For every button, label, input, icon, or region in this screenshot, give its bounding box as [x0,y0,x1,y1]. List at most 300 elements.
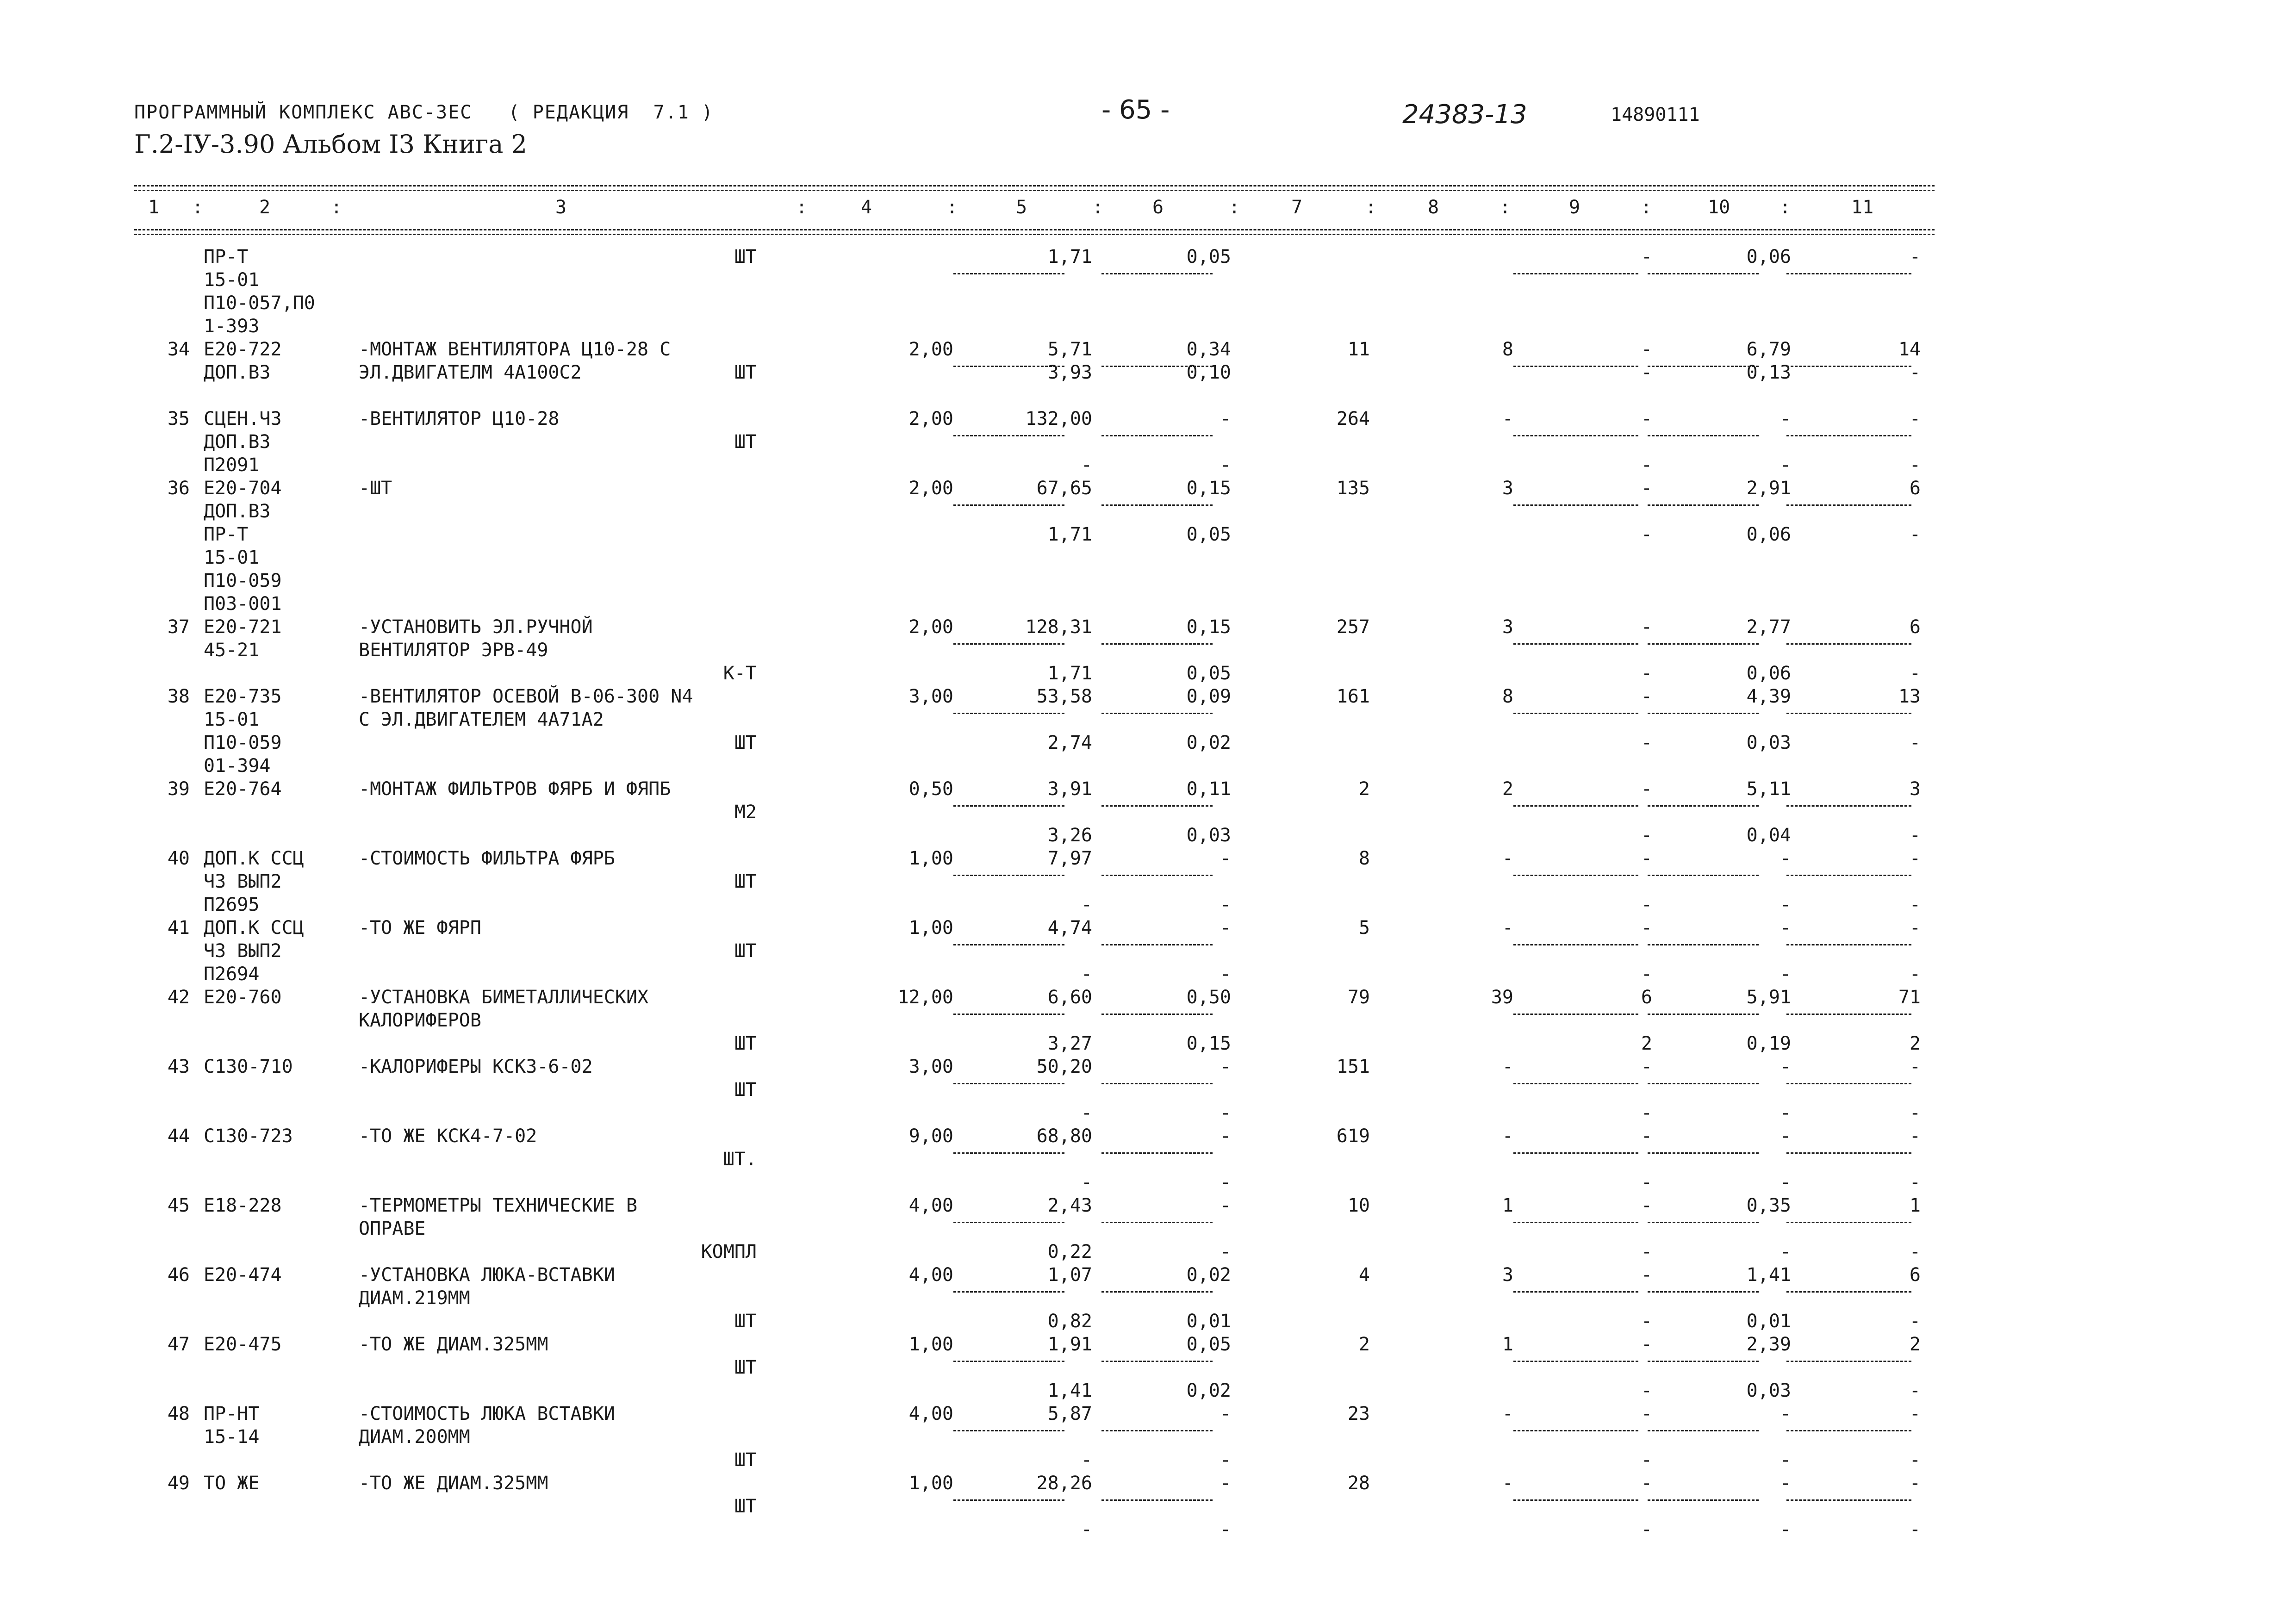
document-number: 24383-13 [1402,99,1527,130]
cell-c5: 4,74 - [1047,917,1092,985]
cell-c9: - - [1641,339,1652,383]
cell-desc: -ТО ЖЕ ДИАМ.325ММ [359,1473,548,1494]
cell-n: 37 [167,616,190,638]
cell-c8: - [1502,917,1513,939]
table-row [0,1333,2296,1402]
cell-c11: 14 - [1898,339,1921,383]
cell-c5: 3,91 3,26 [1047,778,1092,846]
cell-c7: 135 [1336,478,1370,499]
cell-underline [1786,1014,1911,1015]
cell-underline [1648,875,1759,876]
cell-underline [1648,366,1759,367]
cell-code: ТО ЖЕ [204,1473,260,1494]
column-separator: : [192,197,204,218]
cell-unit: ШТ [734,1449,757,1471]
cell-code: ПР-Т 15-01 П10-057,П0 1-393 [204,246,315,337]
cell-c10: - - [1780,1403,1791,1471]
cell-c9: - - [1641,1056,1652,1124]
cell-c7: 28 [1347,1473,1370,1494]
column-separator: : [1229,197,1240,218]
cell-c11: 1 - [1909,1195,1921,1262]
cell-c11: 3 - [1909,778,1921,846]
column-separator: : [946,197,958,218]
cell-c7: 2 [1358,778,1370,800]
cell-c7: 8 [1358,848,1370,869]
cell-n: 47 [167,1334,190,1355]
cell-c9: - - [1641,778,1652,846]
cell-c11: - - [1909,1126,1921,1193]
cell-c8: 8 [1502,686,1513,707]
cell-c8: 8 [1502,339,1513,360]
cell-c4: 1,00 [908,917,953,939]
column-number-3: 3 [555,197,567,218]
cell-unit: ШТ [734,732,757,753]
cell-c4: 9,00 [908,1126,953,1147]
table-row [0,777,2296,847]
cell-underline [1786,435,1911,436]
cell-c4: 4,00 [908,1195,953,1216]
cell-code: С130-723 [204,1126,293,1147]
cell-underline [953,1152,1064,1154]
cell-c9: - - [1641,1126,1652,1193]
table-row [0,1263,2296,1333]
cell-c10: - - [1780,917,1791,985]
column-separator: : [1365,197,1377,218]
cell-c6: - - [1220,408,1231,476]
cell-c10: 1,41 0,01 [1746,1264,1791,1332]
cell-code: Е20-722 ДОП.В3 [204,339,282,383]
cell-c6: 0,09 0,02 [1186,686,1231,753]
column-number-5: 5 [1016,197,1027,218]
cell-c10: 4,39 0,03 [1746,686,1791,753]
cell-c5: 7,97 - [1047,848,1092,915]
cell-underline [1648,805,1759,807]
cell-c8: 1 [1502,1195,1513,1216]
cell-underline [953,1014,1064,1015]
cell-underline [1786,944,1911,945]
cell-n: 43 [167,1056,190,1077]
column-separator: : [331,197,342,218]
cell-c10: 5,11 0,04 [1746,778,1791,846]
table-row [0,1125,2296,1194]
cell-code: ПР-НТ 15-14 [204,1403,260,1448]
cell-desc: -ШТ [359,478,392,499]
cell-n: 46 [167,1264,190,1286]
cell-c4: 2,00 [908,408,953,429]
cell-c11: - - [1909,1056,1921,1124]
album-title: Г.2-IУ-3.90 Альбом I3 Книга 2 [134,130,527,159]
cell-desc: -УСТАНОВИТЬ ЭЛ.РУЧНОЙ ВЕНТИЛЯТОР ЭРВ-49 [359,616,593,661]
table-row [0,477,2296,615]
cell-unit: ШТ [734,871,757,892]
cell-underline [953,1361,1064,1362]
cell-code: Е20-735 15-01 П10-059 01-394 [204,686,282,777]
table-row [0,245,2296,337]
cell-n: 38 [167,686,190,707]
cell-underline [1101,1291,1213,1293]
cell-unit: М2 [734,802,757,823]
cell-c5: 1,07 0,82 [1047,1264,1092,1332]
cell-c4: 3,00 [908,1056,953,1077]
cell-c7: 79 [1347,987,1370,1008]
cell-c10: 2,39 0,03 [1746,1334,1791,1401]
cell-c7: 10 [1347,1195,1370,1216]
column-number-1: 1 [148,197,160,218]
cell-c7: 23 [1347,1403,1370,1424]
cell-code: ДОП.К ССЦ Ч3 ВЫП2 П2694 [204,917,304,985]
cell-underline [1648,1361,1759,1362]
cell-c4: 1,00 [908,1334,953,1355]
cell-underline [1786,1499,1911,1501]
cell-c7: 161 [1336,686,1370,707]
cell-underline [1786,875,1911,876]
cell-underline [1648,944,1759,945]
cell-code: Е20-764 [204,778,282,800]
cell-underline [1101,1014,1213,1015]
cell-underline [953,1499,1064,1501]
cell-c11: 2 - [1909,1334,1921,1401]
cell-desc: -МОНТАЖ ФИЛЬТРОВ ФЯРБ И ФЯПБ [359,778,671,800]
cell-c5: 53,58 2,74 [1036,686,1092,753]
cell-c8: 2 [1502,778,1513,800]
cell-underline [1513,713,1638,714]
cell-desc: -КАЛОРИФЕРЫ КСК3-6-02 [359,1056,593,1077]
cell-c9: 6 2 [1641,987,1652,1054]
cell-desc: -ТО ЖЕ КСК4-7-02 [359,1126,537,1147]
cell-desc: -МОНТАЖ ВЕНТИЛЯТОРА Ц10-28 С ЭЛ.ДВИГАТЕЛМ 4А100С2 [359,339,671,383]
column-number-7: 7 [1291,197,1303,218]
cell-c11: - - [1909,848,1921,915]
cell-c8: - [1502,1473,1513,1494]
cell-underline [1648,643,1759,645]
cell-c9: - - [1641,1334,1652,1401]
cell-n: 45 [167,1195,190,1216]
cell-underline [1648,1014,1759,1015]
cell-c7: 264 [1336,408,1370,429]
cell-underline [1786,805,1911,807]
cell-n: 39 [167,778,190,800]
cell-desc: -ВЕНТИЛЯТОР ОСЕВОЙ В-06-300 N4 С ЭЛ.ДВИГАТЕЛЕМ 4А71А2 [359,686,693,730]
cell-underline [1648,435,1759,436]
cell-underline [1101,1083,1213,1084]
cell-c11: 71 2 [1898,987,1921,1054]
cell-c7: 151 [1336,1056,1370,1077]
cell-c10: 2,77 0,06 [1746,616,1791,684]
cell-code: Е20-475 [204,1334,282,1355]
cell-underline [1101,875,1213,876]
table-top-rule [134,185,1935,187]
cell-c5: 1,71 [1047,246,1092,267]
column-separator: : [1500,197,1511,218]
table-row [0,616,2296,685]
table-row [0,1402,2296,1472]
table-row [0,1055,2296,1125]
cell-c8: 3 [1502,1264,1513,1286]
cell-c9: - - [1641,686,1652,753]
cell-underline [1786,1083,1911,1084]
cell-underline [1101,273,1213,274]
cell-underline [1786,713,1911,714]
table-row [0,338,2296,407]
cell-unit: ШТ [734,362,757,383]
cell-c8: - [1502,1056,1513,1077]
cell-code: Е20-474 [204,1264,282,1286]
cell-c7: 619 [1336,1126,1370,1147]
cell-c4: 4,00 [908,1264,953,1286]
cell-underline [1648,1152,1759,1154]
cell-underline [1101,504,1213,506]
cell-underline [1786,504,1911,506]
cell-c6: 0,50 0,15 [1186,987,1231,1054]
cell-c10: - - [1780,1056,1791,1124]
cell-code: Е18-228 [204,1195,282,1216]
cell-c7: 5 [1358,917,1370,939]
cell-underline [953,504,1064,506]
cell-c5: 1,91 1,41 [1047,1334,1092,1401]
cell-underline [1513,643,1638,645]
cell-c4: 1,00 [908,848,953,869]
cell-underline [953,643,1064,645]
cell-code: СЦЕН.Ч3 ДОП.В3 П2091 [204,408,282,476]
column-separator: : [1641,197,1652,218]
cell-c6: 0,11 0,03 [1186,778,1231,846]
cell-c11: - - [1909,917,1921,985]
column-number-2: 2 [259,197,271,218]
cell-unit: ШТ [734,1033,757,1054]
cell-desc: -УСТАНОВКА ЛЮКА-ВСТАВКИ ДИАМ.219ММ [359,1264,615,1309]
cell-c6: - - [1220,1056,1231,1124]
cell-n: 36 [167,478,190,499]
cell-underline [1513,1430,1638,1431]
cell-c5: 6,60 3,27 [1047,987,1092,1054]
cell-underline [1513,944,1638,945]
table-row [0,407,2296,477]
cell-underline [1101,1222,1213,1223]
table-row [0,847,2296,916]
cell-c6: - - [1220,1473,1231,1540]
cell-desc: -ТЕРМОМЕТРЫ ТЕХНИЧЕСКИЕ В ОПРАВЕ [359,1195,638,1239]
cell-c10: - - [1780,1126,1791,1193]
cell-c6: 0,34 0,10 [1186,339,1231,383]
cell-underline [1648,1222,1759,1223]
cell-c10: 0,35 - [1746,1195,1791,1262]
cell-c11: 6 - [1909,478,1921,545]
cell-underline [1513,1499,1638,1501]
cell-underline [953,713,1064,714]
cell-c9: - - [1641,1403,1652,1471]
cell-c10: - - [1780,1473,1791,1540]
cell-c4: 12,00 [897,987,953,1008]
column-header-rule-2 [134,234,1935,235]
cell-underline [1786,366,1911,367]
cell-underline [1513,1222,1638,1223]
cell-underline [1648,1499,1759,1501]
cell-c6: - - [1220,848,1231,915]
cell-underline [1786,1291,1911,1293]
cell-unit: ШТ [734,1496,757,1517]
document-code: 14890111 [1611,104,1700,125]
cell-underline [1648,1291,1759,1293]
cell-c10: 0,06 [1746,246,1791,267]
cell-underline [953,1083,1064,1084]
cell-desc: -СТОИМОСТЬ ЛЮКА ВСТАВКИ ДИАМ.200ММ [359,1403,615,1448]
cell-underline [953,1291,1064,1293]
table-row [0,986,2296,1055]
column-header-rule [134,229,1935,230]
cell-c5: 67,65 1,71 [1036,478,1092,545]
cell-underline [953,875,1064,876]
cell-underline [953,366,1064,367]
cell-c5: 2,43 0,22 [1047,1195,1092,1262]
column-number-9: 9 [1569,197,1580,218]
cell-underline [1648,1430,1759,1431]
cell-underline [1101,435,1213,436]
cell-c11: - - [1909,1473,1921,1540]
cell-unit: К-Т [723,663,757,684]
cell-c8: 3 [1502,616,1513,638]
cell-underline [1101,713,1213,714]
cell-c8: 3 [1502,478,1513,499]
cell-code: Е20-704 ДОП.В3 ПР-Т 15-01 П10-059 П03-001 [204,478,282,615]
cell-underline [1648,504,1759,506]
cell-underline [953,273,1064,274]
cell-underline [1786,1430,1911,1431]
cell-n: 41 [167,917,190,939]
table-row [0,916,2296,986]
cell-c10: 2,91 0,06 [1746,478,1791,545]
cell-underline [1101,366,1213,367]
cell-underline [1786,643,1911,645]
cell-c8: 39 [1491,987,1513,1008]
cell-n: 49 [167,1473,190,1494]
cell-c5: 68,80 - [1036,1126,1092,1193]
cell-underline [1513,366,1638,367]
cell-underline [953,805,1064,807]
cell-c6: - - [1220,1195,1231,1262]
cell-underline [1513,875,1638,876]
cell-unit: ШТ [734,940,757,962]
cell-c4: 2,00 [908,616,953,638]
column-number-8: 8 [1428,197,1439,218]
cell-underline [953,1430,1064,1431]
table-top-rule-2 [134,190,1935,191]
cell-desc: -ВЕНТИЛЯТОР Ц10-28 [359,408,560,429]
cell-c11: - - [1909,1403,1921,1471]
cell-c9: - [1641,246,1652,267]
cell-underline [1513,1361,1638,1362]
cell-underline [953,1222,1064,1223]
cell-c4: 2,00 [908,339,953,360]
cell-c4: 2,00 [908,478,953,499]
cell-c4: 1,00 [908,1473,953,1494]
cell-c8: - [1502,1403,1513,1424]
cell-unit: КОМПЛ [701,1241,757,1262]
cell-underline [1786,1222,1911,1223]
cell-c6: - - [1220,917,1231,985]
cell-c9: - - [1641,917,1652,985]
cell-c9: - - [1641,408,1652,476]
cell-underline [1513,1014,1638,1015]
cell-c8: - [1502,848,1513,869]
cell-c7: 4 [1358,1264,1370,1286]
cell-unit: ШТ [734,246,757,267]
cell-n: 48 [167,1403,190,1424]
cell-underline [1648,713,1759,714]
cell-c10: 5,91 0,19 [1746,987,1791,1054]
cell-c4: 0,50 [908,778,953,800]
cell-c5: 128,31 1,71 [1025,616,1092,684]
cell-underline [1786,1152,1911,1154]
cell-c9: - - [1641,478,1652,545]
cell-underline [1513,1291,1638,1293]
column-number-10: 10 [1708,197,1730,218]
table-row [0,1472,2296,1541]
cell-c11: - [1909,246,1921,267]
cell-desc: -СТОИМОСТЬ ФИЛЬТРА ФЯРБ [359,848,615,869]
cell-underline [1101,643,1213,645]
table-row [0,685,2296,777]
cell-desc: -ТО ЖЕ ФЯРП [359,917,481,939]
cell-c7: 2 [1358,1334,1370,1355]
column-number-11: 11 [1851,197,1874,218]
cell-c6: 0,15 0,05 [1186,616,1231,684]
cell-desc: -ТО ЖЕ ДИАМ.325ММ [359,1334,548,1355]
cell-code: С130-710 [204,1056,293,1077]
table-row [0,1194,2296,1263]
program-header: ПРОГРАММНЫЙ КОМПЛЕКС АВС-3ЕС ( РЕДАКЦИЯ 7.1 ) [134,102,714,123]
cell-c8: - [1502,408,1513,429]
cell-underline [1513,1152,1638,1154]
cell-underline [1513,273,1638,274]
cell-c9: - - [1641,848,1652,915]
cell-c8: - [1502,1126,1513,1147]
cell-c6: 0,15 0,05 [1186,478,1231,545]
column-separator: : [1780,197,1791,218]
cell-underline [1101,1361,1213,1362]
cell-c9: - - [1641,1473,1652,1540]
cell-underline [1101,1430,1213,1431]
cell-c11: - - [1909,408,1921,476]
cell-underline [953,944,1064,945]
column-separator: : [796,197,808,218]
column-separator: : [1092,197,1104,218]
cell-code: ДОП.К ССЦ Ч3 ВЫП2 П2695 [204,848,304,915]
cell-c5: 50,20 - [1036,1056,1092,1124]
cell-underline [1101,805,1213,807]
cell-underline [1786,1361,1911,1362]
cell-underline [1513,435,1638,436]
cell-c11: 6 - [1909,616,1921,684]
cell-c5: 5,71 3,93 [1047,339,1092,383]
cell-code: Е20-721 45-21 [204,616,282,661]
cell-c6: 0,05 0,02 [1186,1334,1231,1401]
cell-c7: 257 [1336,616,1370,638]
cell-unit: ШТ [734,431,757,453]
column-number-4: 4 [861,197,872,218]
cell-c11: 6 - [1909,1264,1921,1332]
cell-c9: - - [1641,616,1652,684]
cell-n: 34 [167,339,190,360]
cell-n: 40 [167,848,190,869]
cell-c6: 0,02 0,01 [1186,1264,1231,1332]
cell-c9: - - [1641,1264,1652,1332]
cell-c5: 132,00 - [1025,408,1092,476]
page-number: - 65 - [1101,95,1170,125]
column-number-6: 6 [1152,197,1164,218]
cell-c9: - - [1641,1195,1652,1262]
cell-code: Е20-760 [204,987,282,1008]
cell-c6: 0,05 [1186,246,1231,267]
